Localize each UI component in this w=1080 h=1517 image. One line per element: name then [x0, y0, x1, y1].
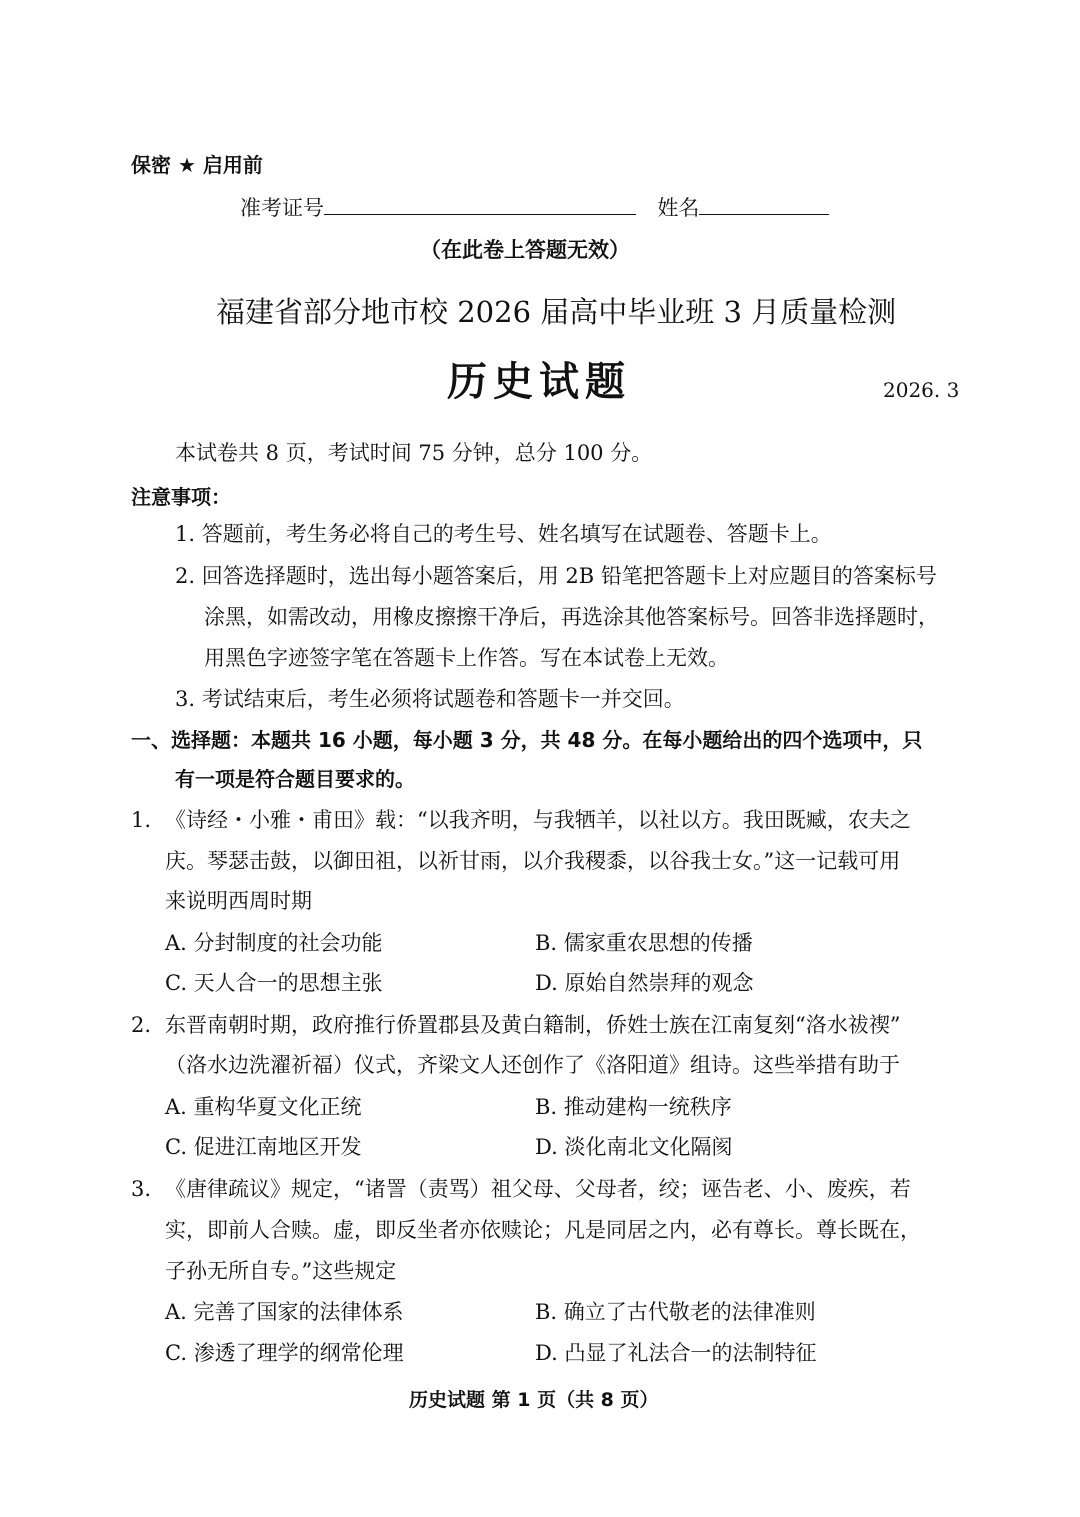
section-heading-line-1: 一、选择题：本题共 16 小题，每小题 3 分，共 48 分。在每小题给出的四个选项中，只: [131, 728, 923, 752]
question-1-number: 1.: [131, 808, 152, 832]
exam-id-label: 准考证号: [240, 196, 324, 220]
exam-name: 福建省部分地市校 2026 届高中毕业班 3 月质量检测: [216, 295, 897, 329]
question-2-line-1: 东晋南朝时期，政府推行侨置郡县及黄白籍制，侨姓士族在江南复刻“洛水祓禊”: [165, 1013, 901, 1037]
question-1-option-c[interactable]: C. 天人合一的思想主张: [165, 971, 383, 995]
section-heading-line-2: 有一项是符合题目要求的。: [175, 767, 415, 791]
name-label: 姓名: [657, 196, 700, 220]
question-3-line-1: 《唐律疏议》规定，“诸詈（责骂）祖父母、父母者，绞；诬告老、小、废疾，若: [165, 1177, 911, 1201]
notice-heading: 注意事项：: [131, 485, 231, 509]
confidential-label: 保密 ★ 启用前: [131, 153, 263, 177]
invalid-note: （在此卷上答题无效）: [420, 238, 630, 262]
notice-item-2-line-3: 用黑色字迹签字笔在答题卡上作答。写在本试卷上无效。: [204, 646, 729, 670]
name-field[interactable]: [699, 192, 829, 215]
question-2-option-a[interactable]: A. 重构华夏文化正统: [165, 1095, 362, 1119]
question-1-line-3: 来说明西周时期: [165, 889, 312, 913]
question-1-option-d[interactable]: D. 原始自然崇拜的观念: [535, 971, 754, 995]
question-2-option-c[interactable]: C. 促进江南地区开发: [165, 1135, 362, 1159]
question-1-option-b[interactable]: B. 儒家重农思想的传播: [535, 931, 753, 955]
question-2-number: 2.: [131, 1013, 152, 1037]
notice-item-3: 3. 考试结束后，考生必须将试题卷和答题卡一并交回。: [175, 687, 685, 711]
notice-item-2-line-2: 涂黑，如需改动，用橡皮擦擦干净后，再选涂其他答案标号。回答非选择题时，: [204, 605, 939, 629]
question-2-option-b[interactable]: B. 推动建构一统秩序: [535, 1095, 732, 1119]
question-1-option-a[interactable]: A. 分封制度的社会功能: [165, 931, 383, 955]
question-3-option-a[interactable]: A. 完善了国家的法律体系: [165, 1300, 404, 1324]
exam-id-row: [240, 192, 829, 223]
intro-text: 本试卷共 8 页，考试时间 75 分钟，总分 100 分。: [175, 441, 653, 465]
question-3-option-b[interactable]: B. 确立了古代敬老的法律准则: [535, 1300, 816, 1324]
notice-item-2-line-1: 2. 回答选择题时，选出每小题答案后，用 2B 铅笔把答题卡上对应题目的答案标号: [175, 564, 937, 588]
question-2-line-2: （洛水边洗濯祈福）仪式，齐梁文人还创作了《洛阳道》组诗。这些举措有助于: [165, 1053, 900, 1077]
page-title: 历史试题: [447, 359, 631, 405]
exam-id-field[interactable]: [324, 192, 636, 215]
question-1-line-2: 庆。琴瑟击鼓，以御田祖，以祈甘雨，以介我稷黍，以谷我士女。”这一记载可用: [165, 849, 901, 873]
notice-item-1: 1. 答题前，考生务必将自己的考生号、姓名填写在试题卷、答题卡上。: [175, 522, 832, 546]
page-footer: 历史试题 第 1 页（共 8 页）: [409, 1389, 659, 1411]
question-3-number: 3.: [131, 1177, 152, 1201]
question-2-option-d[interactable]: D. 淡化南北文化隔阂: [535, 1135, 733, 1159]
question-3-option-c[interactable]: C. 渗透了理学的纲常伦理: [165, 1341, 404, 1365]
question-3-option-d[interactable]: D. 凸显了礼法合一的法制特征: [535, 1341, 817, 1365]
question-3-line-2: 实，即前人合赎。虚，即反坐者亦依赎论；凡是同居之内，必有尊长。尊长既在，: [165, 1218, 921, 1242]
exam-date: 2026. 3: [883, 378, 960, 402]
question-3-line-3: 子孙无所自专。”这些规定: [165, 1259, 397, 1283]
question-1-line-1: 《诗经・小雅・甫田》载：“以我齐明，与我牺羊，以社以方。我田既臧，农夫之: [165, 808, 911, 832]
